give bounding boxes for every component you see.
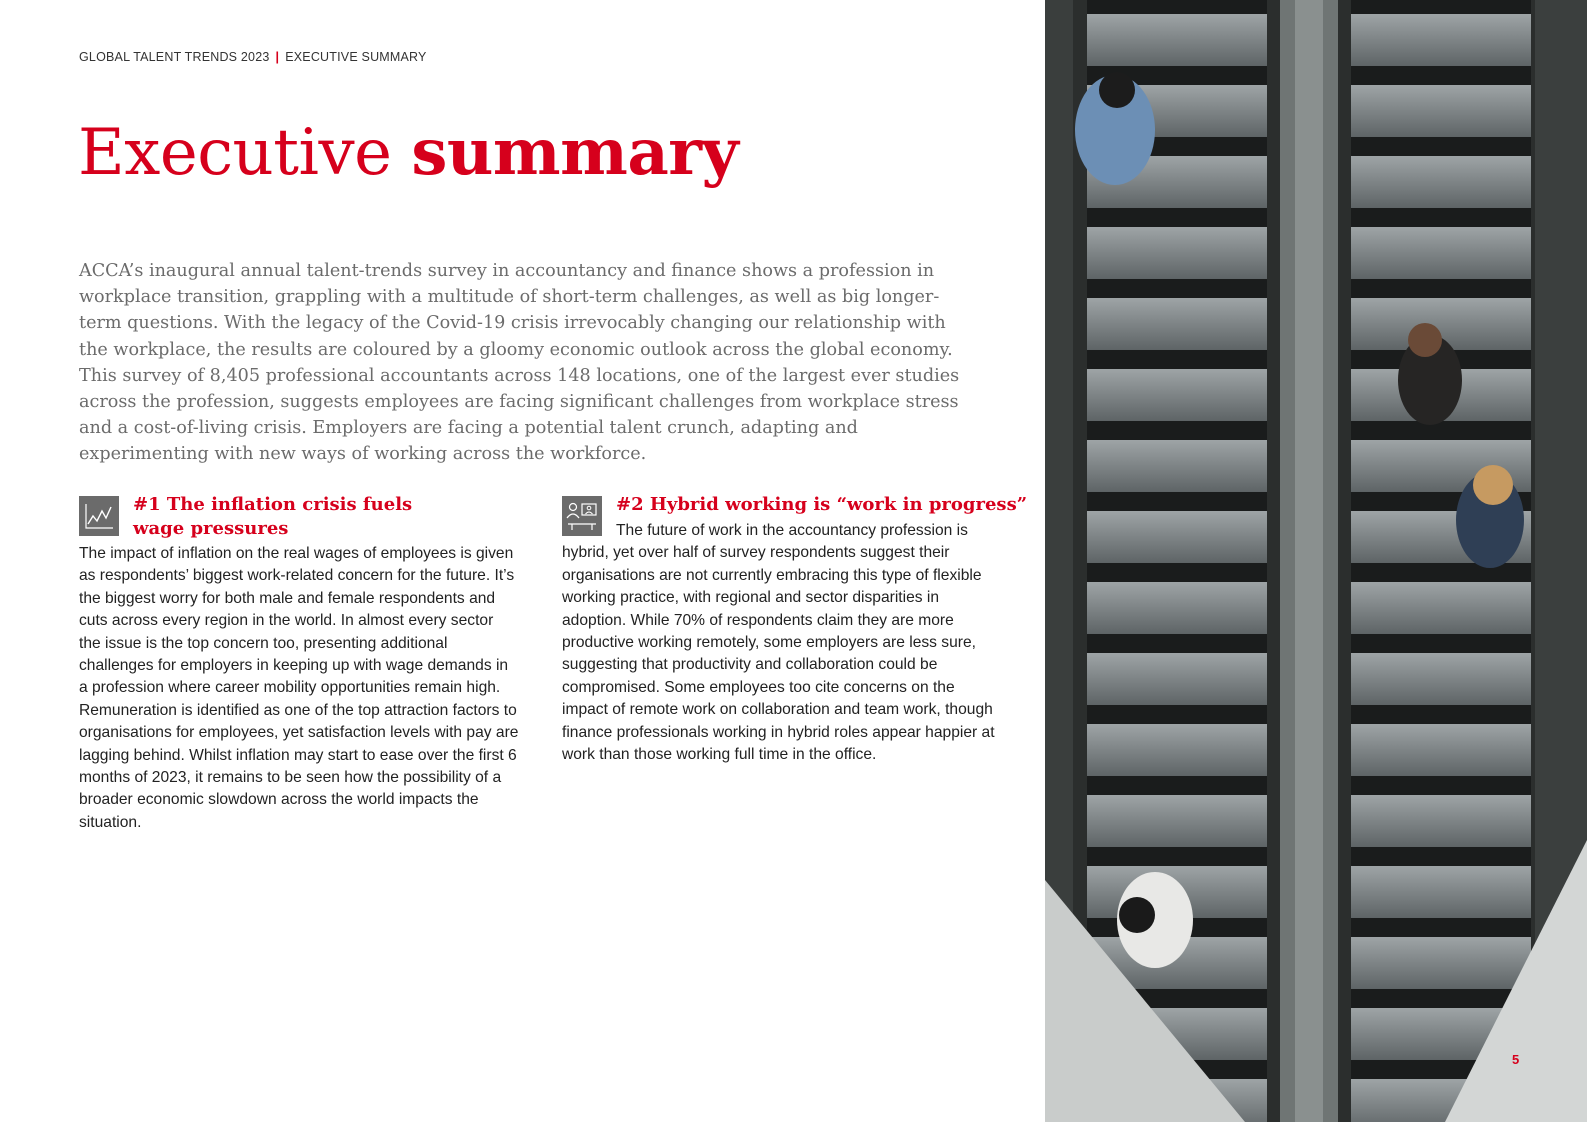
- page-title-bold: summary: [411, 115, 739, 190]
- section-2-body: The future of work in the accountancy profession is hybrid, yet over half of survey respondents suggest their organisations are not currently embracing this type of flexible working practice, with regional and sector disparities in adoption. While 70% of respondents claim they are more productive working remotely, some employers are less sure, suggesting that productivity and collaboration could be compromised. Some employees too cite concerns on the impact of remote work on collaboration and team work, though finance professionals working in hybrid roles appear happier at work than those working full time in the office.: [562, 522, 995, 764]
- section-title: EXECUTIVE SUMMARY: [285, 50, 427, 64]
- section-1-body: The impact of inflation on the real wages of employees is given as respondents’ biggest work-related concern for the future. It’s the biggest worry for both male and female respondents and cuts across every region in the world. In almost every sector the issue is the top concern too, presenting additional challenges for employers in keeping up with wage demands in a profession where career mobility opportunities remain high. Remuneration is identified as one of the top attraction factors to organisations for employees, yet satisfaction levels with pay are lagging behind. Whilst inflation may start to ease over the first 6 months of 2023, it remains to be seen how the possibility of a broader economic slowdown across the world impacts the situation.: [79, 545, 519, 831]
- section-1-heading: #1 The inflation crisis fuels wage pressures: [133, 494, 413, 539]
- page-title-light: Executive: [78, 116, 392, 190]
- line-chart-icon: [79, 496, 119, 536]
- escalator-illustration: [1045, 0, 1587, 1122]
- page-title: [78, 115, 739, 190]
- intro-paragraph: ACCA’s inaugural annual talent-trends survey in accountancy and finance shows a profession in workplace transition, grappling with a multitude of short-term challenges, as well as big longer-term questions. With the legacy of the Covid-19 crisis irrevocably changing our relationship with the workplace, the results are coloured by a gloomy economic outlook across the global economy. This survey of 8,405 professional accountants across 148 locations, one of the largest ever studies across the profession, suggests employees are facing significant challenges from workplace stress and a cost-of-living crisis. Employers are facing a potential talent crunch, adapting and experimenting with new ways of working across the workforce.: [79, 261, 960, 465]
- section-2-heading: #2 Hybrid working is “work in progress”: [616, 494, 1028, 515]
- escalator-photo: [1045, 0, 1587, 1122]
- running-header: [79, 50, 427, 64]
- header-separator: |: [275, 50, 280, 64]
- page-number: 5: [1512, 1052, 1520, 1067]
- report-title: GLOBAL TALENT TRENDS 2023: [79, 50, 270, 64]
